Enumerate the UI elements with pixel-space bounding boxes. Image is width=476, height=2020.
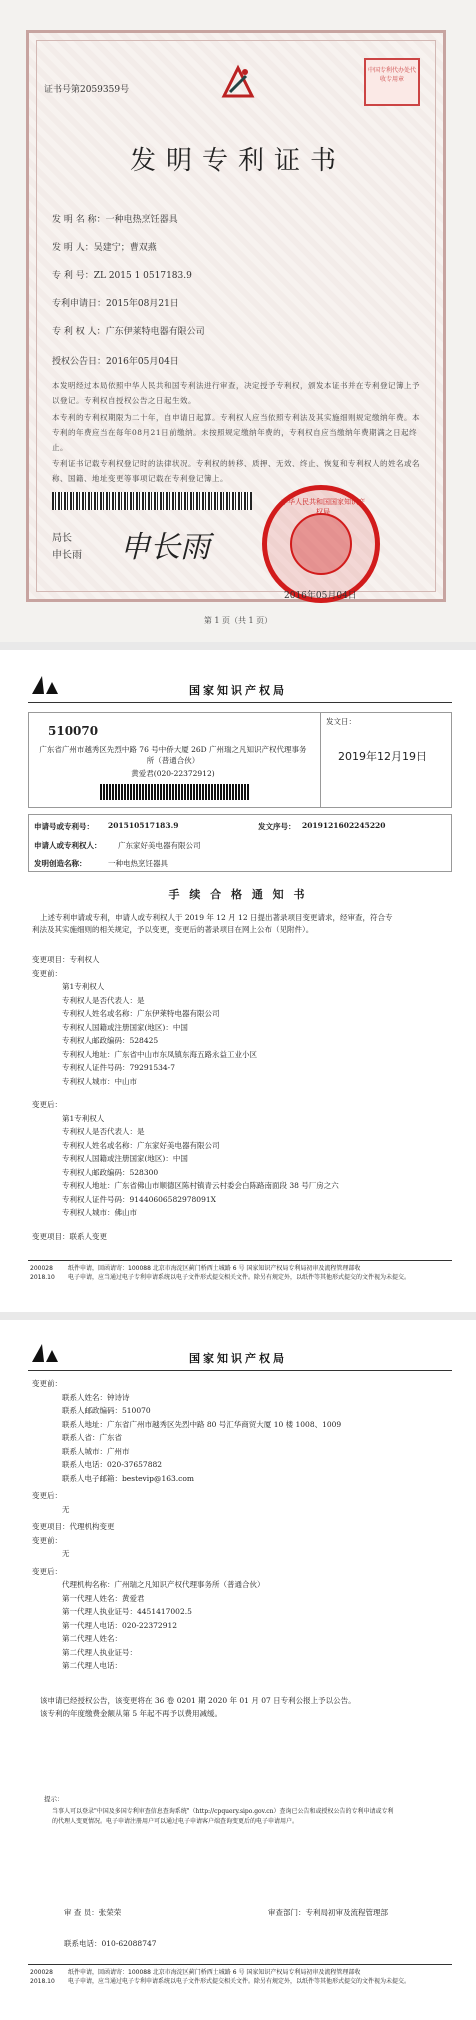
item-line: 变更后：: [32, 1491, 62, 1500]
invention-name-field: 发 明 名 称：一种电热烹饪器具: [52, 215, 178, 225]
item-line: 联系人地址：广东省广州市越秀区先烈中路 80 号汇华商贸大厦 10 楼 1008、1009: [62, 1419, 342, 1429]
doc-no: 2019121602245220: [302, 821, 386, 830]
director-name: 申长雨: [52, 550, 82, 561]
app-no-label: 申请号或专利号：: [34, 822, 94, 831]
certificate-paragraph: 专利证书记载专利权登记时的法律状况。专利权的转移、质押、无效、终止、恢复和专利权人的姓名或名称、国籍、地址变更等事项记载在专利登记簿上。: [52, 459, 420, 483]
patent-office-logo-icon: [218, 62, 258, 102]
note-label: 提示：: [44, 1795, 64, 1803]
department: 审查部门：专利局初审及流程管理部: [268, 1908, 388, 1917]
applicant-label: 申请人或专利权人：: [34, 841, 102, 850]
inventor-field: 发 明 人：吴建宁；曹双燕: [52, 243, 157, 253]
send-date: 2019年12月19日: [338, 750, 427, 763]
director-signature: 申长雨: [120, 530, 210, 565]
notice-page-2: [0, 1320, 476, 2020]
item-line: 第二代理人执业证号：: [62, 1647, 137, 1657]
item-line: 第二代理人姓名：: [62, 1634, 122, 1643]
item-line: 变更项目：联系人变更: [32, 1231, 107, 1241]
note-line: 的代理人变更情况。电子申请注册用户可以通过电子申请客户端查询变更后的电子申请用户。: [52, 1818, 299, 1825]
org-title: 国家知识产权局: [189, 1352, 287, 1365]
item-line: 变更前：: [32, 968, 62, 978]
publish-line: 该专利的年度缴费金额从第 5 年起不再予以费用减缓。: [40, 1709, 223, 1718]
item-line: 专利权人证件号码：79291534-7: [62, 1063, 175, 1072]
notice-heading: 手 续 合 格 通 知 书: [168, 888, 308, 901]
item-line: 专利权人国籍或注册国家(地区)：中国: [62, 1022, 188, 1032]
applicant: 广东家好美电器有限公司: [118, 841, 201, 850]
intro-line: 上述专利申请或专利，申请人或专利权人于 2019 年 12 月 12 日提出著录项目变更请求，经审查，符合专: [40, 913, 393, 922]
item-line: 第一代理人姓名：黄爱君: [62, 1593, 145, 1603]
address-barcode: [100, 784, 250, 800]
recipient-address: 广东省广州市越秀区先烈中路 76 号中侨大厦 26D 广州瑞之凡知识产权代理事务所（普通合伙）: [39, 745, 307, 765]
item-line: 专利权人邮政编码：528425: [62, 1036, 159, 1045]
note-line: 当事人可以登录"中国及多国专利审查信息查询系统"（http://cpquery.sipo.gov.cn）查询已公告和或授权公告的专利申请或专利: [52, 1808, 394, 1815]
org-title: 国家知识产权局: [189, 684, 287, 697]
item-line: 第1专利权人: [62, 1113, 105, 1123]
patentee-field: 专 利 权 人：广东伊莱特电器有限公司: [52, 327, 205, 337]
postcode: 510070: [48, 724, 99, 738]
footer-line: 纸件申请，回函请寄：100088 北京市海淀区蓟门桥西土城路 6 号 国家知识产权局专利局初审及流程管理部收: [68, 1265, 361, 1272]
publish-line: 该申请已经授权公告，该变更将在 36 卷 0201 期 2020 年 01 月 07 日专利公报上予以公告。: [40, 1696, 356, 1705]
item-line: 变更项目：代理机构变更: [32, 1522, 115, 1531]
item-line: 联系人邮政编码：510070: [62, 1406, 151, 1415]
item-line: 专利权人姓名或名称：广东家好美电器有限公司: [62, 1140, 220, 1150]
item-line: 专利权人是否代表人：是: [62, 1127, 145, 1136]
item-line: 专利权人城市：中山市: [62, 1076, 137, 1086]
item-line: 变更后：: [32, 1100, 62, 1109]
item-line: 联系人城市：广州市: [62, 1446, 130, 1456]
item-line: 专利权人是否代表人：是: [62, 995, 145, 1005]
footer-line: 电子申请，应当通过电子专利申请系统以电子文件形式提交相关文件。除另有规定外，以纸件等其他形式提交的文件视为未提交。: [68, 1274, 411, 1281]
agency-stamp: [364, 58, 420, 106]
item-line: 专利权人地址：广东省佛山市顺德区陈村镇青云村委会白陈路南面段 38 号厂房之六: [62, 1181, 339, 1190]
invention-name: 一种电热烹饪器具: [108, 859, 168, 868]
certificate-barcode: [52, 492, 252, 510]
item-line: 无: [62, 1549, 70, 1558]
patent-number-field: 专 利 号：ZL 2015 1 0517183.9: [52, 271, 192, 281]
app-no: 201510517183.9: [108, 821, 179, 830]
director-label: 局长: [52, 533, 72, 544]
item-line: 变更前：: [32, 1379, 62, 1388]
item-line: 第二代理人电话：: [62, 1661, 122, 1670]
send-date-label: 发文日：: [326, 717, 356, 726]
footer-code: 200028 2018.10: [30, 1265, 55, 1281]
director-signature-block: [52, 530, 82, 564]
footer-divider: [28, 1260, 452, 1261]
application-date-field: 专利申请日：2015年08月21日: [52, 299, 179, 309]
item-line: 专利权人姓名或名称：广东伊莱特电器有限公司: [62, 1009, 220, 1018]
item-line: 第1专利权人: [62, 982, 105, 991]
doc-no-label: 发文序号：: [258, 822, 296, 831]
item-line: 联系人电话：020-37657882: [62, 1460, 163, 1469]
recipient-contact: 黄爱君(020-22372912): [131, 769, 215, 778]
item-line: 专利权人证件号码：91440606582978091X: [62, 1194, 216, 1204]
header-divider: [28, 1370, 452, 1371]
footer-line: 电子申请，应当通过电子专利申请系统以电子文件形式提交相关文件。除另有规定外，以纸件等其他形式提交的文件视为未提交。: [68, 1978, 411, 1985]
item-line: 联系人省：广东省: [62, 1433, 122, 1442]
item-line: 代理机构名称：广州瑞之凡知识产权代理事务所（普通合伙）: [62, 1580, 265, 1589]
certificate-paragraph: 本专利的专利权期限为二十年，自申请日起算。专利权人应当依照专利法及其实施细则规定缴纳年费。本专利的年费应当在每年08月21日前缴纳。未按照规定缴纳年费的，专利权自应当缴纳年费期满之日起终止。: [52, 413, 420, 452]
notice-page-1: [0, 650, 476, 1312]
item-line: 变更项目：专利权人: [32, 955, 100, 964]
certificate-paragraph: 本发明经过本局依照中华人民共和国专利法进行审查，决定授予专利权，颁发本证书并在专利登记簿上予以登记。专利权自授权公告之日起生效。: [52, 381, 420, 405]
seal-text: 中华人民共和国国家知识产权局: [281, 498, 365, 516]
item-line: 专利权人地址：广东省中山市东凤镇东海五路永益工业小区: [62, 1049, 257, 1059]
item-line: 变更后：: [32, 1566, 62, 1576]
contact-phone: 联系电话：010-62088747: [64, 1939, 157, 1948]
item-line: 联系人姓名：钟诗诗: [62, 1392, 130, 1402]
item-line: 第一代理人执业证号：4451417002.5: [62, 1607, 192, 1616]
intro-line: 利法及其实施细则的相关规定，予以变更，变更后的著录项目在网上公布（见附件）。: [32, 925, 314, 934]
certificate-title: 发明专利证书: [129, 146, 346, 176]
item-line: 第一代理人电话：020-22372912: [62, 1620, 178, 1630]
certificate-date: 2016年05月04日: [284, 591, 357, 601]
footer-line: 纸件申请，回函请寄：100088 北京市海淀区蓟门桥西土城路 6 号 国家知识产权局专利局初审及流程管理部收: [68, 1969, 361, 1976]
invention-label: 发明创造名称：: [34, 859, 87, 868]
footer-divider: [28, 1964, 452, 1965]
footer-code: 200028 2018.10: [30, 1969, 55, 1985]
agency-stamp-text: 中国专利代办处代收专用章: [367, 67, 416, 83]
item-line: 专利权人城市：佛山市: [62, 1208, 137, 1217]
examiner: 审 查 员：张荣荣: [64, 1908, 122, 1917]
header-divider: [28, 702, 452, 703]
page-indicator: 第 1 页（共 1 页）: [203, 616, 273, 625]
certificate-number: 证书号第2059359号: [44, 85, 130, 95]
patent-certificate: [0, 0, 476, 642]
grant-date-field: 授权公告日：2016年05月04日: [52, 357, 179, 367]
seal-emblem-icon: [290, 513, 352, 575]
item-line: 专利权人邮政编码：528300: [62, 1167, 159, 1177]
item-line: 专利权人国籍或注册国家(地区)：中国: [62, 1154, 188, 1163]
item-line: 变更前：: [32, 1535, 62, 1545]
item-line: 无: [62, 1504, 70, 1514]
item-line: 联系人电子邮箱：bestevip@163.com: [62, 1473, 195, 1483]
